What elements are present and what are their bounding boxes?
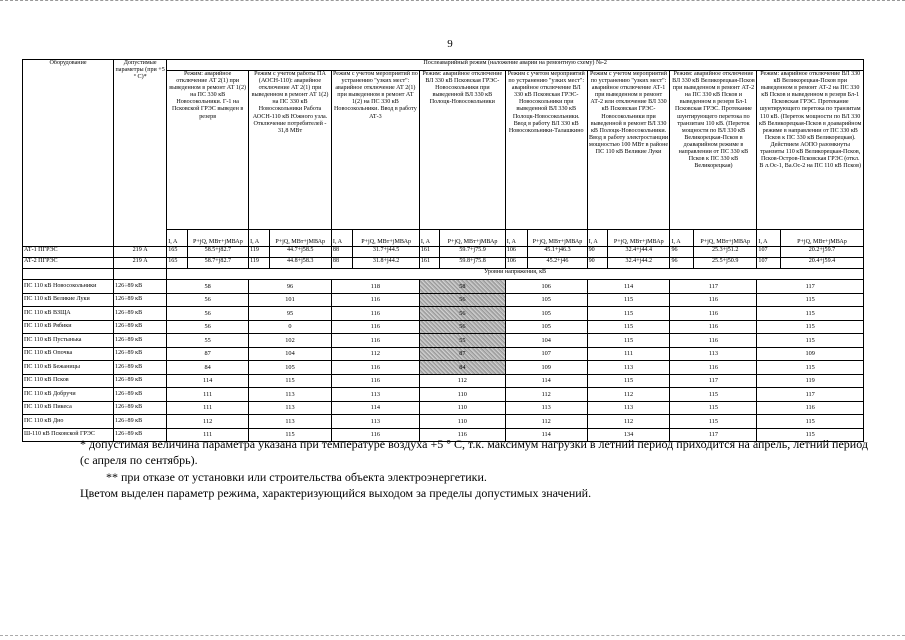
unit-power-3: P+jQ, МВт+jМВАр [353,230,419,247]
voltage-value: 115 [757,307,864,321]
station-allowed: 126÷89 кВ [114,280,167,294]
voltage-value: 84 [419,361,505,375]
power-value: 44.8+j58.3 [269,258,331,269]
voltage-value: 112 [587,415,670,429]
unit-current-2: I, A [249,230,269,247]
unit-current-1: I, A [167,230,187,247]
station-name: ПС 110 кВ Рябики [23,320,114,334]
voltage-value: 107 [505,347,587,361]
voltage-value: 115 [757,320,864,334]
voltage-value: 104 [249,347,332,361]
voltage-value: 113 [331,388,419,402]
unit-current-4: I, A [419,230,439,247]
unit-power-6: P+jQ, МВт+jМВАр [608,230,670,247]
voltage-value: 115 [587,334,670,348]
transformer-name: АТ-1 ПГРЭС [23,247,114,258]
voltage-value: 113 [331,415,419,429]
current-value: 106 [505,258,528,269]
power-value: 59.8+j75.8 [440,258,505,269]
transformer-row [23,247,864,258]
voltage-value: 55 [167,334,249,348]
station-row [23,307,864,321]
voltage-value: 87 [419,347,505,361]
station-name: ПС 110 кВ Новосокольники [23,280,114,294]
voltage-value: 116 [670,320,757,334]
voltage-value: 115 [587,374,670,388]
station-name: ПС 110 кВ Пикеса [23,401,114,415]
unit-power-7: P+jQ, МВт+jМВАр [694,230,757,247]
mode-description-8: Режим: аварийное отключение ВЛ 330 кВ Великорецкая-Псков при выведенном в ремонт АТ-2 на ПС 330 кВ Псков и выведенном в резерв Бл-1 Псковская ГРЭС. Протекание шунтирующего перетока по транзитам 110 кВ. (Переток мощности по ВЛ 330 кВ Великорецкая-Псков в доаварийном режиме в направлении от ПС 330 кВ Псков к ПС 330 кВ Великорецкая). Действием АОПО разомкнуты транзиты 110 кВ Великорецкая-Псков, Псков-Остров-Псковская ГРЭС (откл. В л.Ос-1, Ва.Ос-2 на ПС 110 кВ Псков) [757,71,864,230]
unit-current-8: I, A [757,230,781,247]
transformer-row [23,258,864,269]
voltage-value: 96 [249,280,332,294]
voltage-value: 105 [249,361,332,375]
voltage-value: 115 [670,388,757,402]
power-value: 31.7+j44.5 [353,247,419,258]
station-allowed: 126÷89 кВ [114,293,167,307]
station-allowed: 126÷89 кВ [114,388,167,402]
voltage-value: 114 [587,280,670,294]
station-name: ПС 110 кВ Пустынька [23,334,114,348]
voltage-value: 56 [167,293,249,307]
current-value: 88 [331,247,352,258]
unit-power-1: P+jQ, МВт+jМВАр [187,230,248,247]
mode-description-3: Режим с учетом мероприятий по устранению "узких мест": аварийное отключение АТ 2(1) при выведенном в ремонт АТ 1(2) на ПС 330 кВ Новосокольники. Ввод в работу АТ-3 [331,71,419,230]
station-name: ПС 110 кВ Добручи [23,388,114,402]
mode-description-6: Режим с учетом мероприятий по устранению "узких мест": аварийное отключение АТ-1 при выведенном в ремонт АТ-2 или отключение ВЛ 330 кВ Псковская ГРЭС-Новосокольники при выведенной в ремонт ВЛ 330 кВ Полоцк-Новосокольники. Ввод в работу электростанции мощностью 100 МВт в районе ПС 110 кВ Великие Луки [587,71,670,230]
station-row [23,347,864,361]
station-row [23,334,864,348]
voltage-value: 112 [419,374,505,388]
station-allowed: 126÷89 кВ [114,347,167,361]
voltage-value: 116 [331,361,419,375]
voltage-value: 119 [757,374,864,388]
power-value: 58.7+j82.7 [187,258,248,269]
voltage-value: 116 [331,320,419,334]
power-value: 59.7+j75.9 [440,247,505,258]
power-value: 45.2+j46 [528,258,587,269]
voltage-value: 111 [167,428,249,442]
station-name: ПС 110 кВ ВЗЩА [23,307,114,321]
voltage-value: 117 [670,428,757,442]
voltage-value: 115 [757,334,864,348]
station-allowed: 126÷89 кВ [114,374,167,388]
voltage-value: 115 [249,374,332,388]
unit-current-7: I, A [670,230,694,247]
power-value: 32.4+j44.4 [608,247,670,258]
power-value: 44.7+j58.5 [269,247,331,258]
unit-current-5: I, A [505,230,528,247]
top-scan-edge [0,0,905,2]
voltage-value: 111 [587,347,670,361]
station-allowed: 126÷89 кВ [114,361,167,375]
voltage-value: 115 [587,293,670,307]
footnote-highlight: Цветом выделен параметр режима, характеризующийся выходом за пределы допустимых значений. [80,485,592,500]
current-value: 161 [419,258,439,269]
voltage-value: 58 [167,280,249,294]
station-name: ПС 110 кВ Псков [23,374,114,388]
mode-description-1: Режим: аварийное отключение АТ 2(1) при выведенном в ремонт АТ 1(2) на ПС 330 кВ Новосокольники. Г-1 на Псковской ГРЭС выведен в резерв [167,71,249,230]
header-equipment: Оборудование [23,60,114,247]
station-row [23,415,864,429]
voltage-value: 117 [757,280,864,294]
footnotes [80,436,870,501]
header-row-1 [23,60,864,71]
unit-current-6: I, A [587,230,607,247]
current-value: 119 [249,258,269,269]
voltage-value: 111 [167,401,249,415]
voltage-value: 114 [331,401,419,415]
voltage-value: 117 [670,280,757,294]
voltage-value: 116 [670,334,757,348]
station-row [23,374,864,388]
station-row [23,401,864,415]
transformer-name: АТ-2 ПГРЭС [23,258,114,269]
voltage-value: 115 [587,320,670,334]
current-value: 107 [757,258,781,269]
voltage-value: 106 [505,280,587,294]
footnote-refusal: ** при отказе от установки или строительства объекта электроэнергетики. [106,469,487,484]
station-allowed: 126÷89 кВ [114,415,167,429]
voltage-value: 115 [757,293,864,307]
current-value: 161 [419,247,439,258]
voltage-value: 113 [249,388,332,402]
voltage-value: 102 [249,334,332,348]
station-allowed: 126÷89 кВ [114,401,167,415]
current-value: 90 [587,258,607,269]
voltage-value: 116 [331,374,419,388]
voltage-value: 56 [167,320,249,334]
transformer-allowed: 219 А [114,258,167,269]
header-allowed: Допустимые параметры (при +5 ° С)* [114,60,167,247]
voltage-value: 112 [331,347,419,361]
voltage-value: 115 [670,415,757,429]
voltage-value: 116 [331,334,419,348]
voltage-value: 115 [757,361,864,375]
voltage-value: 84 [167,361,249,375]
voltage-value: 115 [670,401,757,415]
station-row [23,361,864,375]
voltage-value: 113 [249,401,332,415]
voltage-value: 55 [419,334,505,348]
voltage-title: Уровни напряжения, кВ [167,269,864,280]
voltage-value: 113 [670,347,757,361]
voltage-value: 116 [670,293,757,307]
current-value: 88 [331,258,352,269]
voltage-value: 116 [670,361,757,375]
voltage-value: 116 [331,428,419,442]
voltage-value: 115 [757,428,864,442]
power-value: 20.2+j59.7 [780,247,863,258]
voltage-value: 117 [757,388,864,402]
power-value: 25.3+j51.2 [694,247,757,258]
voltage-value: 117 [670,374,757,388]
voltage-value: 114 [505,374,587,388]
current-value: 165 [167,258,187,269]
header-postfault: Послеаварийный режим (наложение аварии на ремонтную схему) №-2 [167,60,864,71]
voltage-value: 113 [249,415,332,429]
power-value: 20.4+j59.4 [780,258,863,269]
station-row [23,388,864,402]
voltage-value: 113 [505,401,587,415]
voltage-value: 116 [757,401,864,415]
voltage-value: 95 [249,307,332,321]
voltage-value: 114 [505,428,587,442]
station-row [23,293,864,307]
station-name: ПС 110 кВ Бежаницы [23,361,114,375]
voltage-value: 104 [505,334,587,348]
current-value: 90 [587,247,607,258]
voltage-value: 112 [587,388,670,402]
voltage-value: 56 [419,307,505,321]
voltage-value: 115 [249,428,332,442]
voltage-value: 101 [249,293,332,307]
voltage-value: 118 [331,280,419,294]
power-value: 45.1+j46.3 [528,247,587,258]
station-row [23,320,864,334]
station-name: ПС 110 кВ Дно [23,415,114,429]
unit-power-2: P+jQ, МВт+jМВАр [269,230,331,247]
station-allowed: 126÷89 кВ [114,428,167,442]
voltage-value: 112 [167,415,249,429]
bottom-scan-edge [0,635,905,637]
voltage-value: 58 [419,280,505,294]
voltage-value: 110 [419,415,505,429]
voltage-value: 56 [167,307,249,321]
voltage-value: 111 [167,388,249,402]
voltage-value: 113 [587,361,670,375]
voltage-value: 115 [587,307,670,321]
station-row [23,280,864,294]
voltage-value: 110 [419,401,505,415]
mode-description-7: Режим: аварийное отключение ВЛ 330 кВ Великорецкая-Псков при выведенном в ремонт АТ-2 на ПС 330 кВ Псков и выведенном в резерв Бл-1 Псковская ГРЭС. Протекание шунтирующего перетока по транзитам 110 кВ. (Переток мощности по ВЛ 330 кВ Великорецкая-Псков в доаварийном режиме в направлении от ПС 330 кВ Псков к ПС 330 кВ Великорецкая) [670,71,757,230]
voltage-value: 112 [505,415,587,429]
voltage-value: 116 [670,307,757,321]
current-value: 106 [505,247,528,258]
mode-description-5: Режим с учетом мероприятий по устранению "узких мест": аварийное отключение ВЛ 330 кВ Псковская ГРЭС-Новосокольники при выведенной ВЛ 330 кВ Полоцк-Новосокольники. Ввод в работу ВЛ 330 кВ Новосокольники-Талашкино [505,71,587,230]
voltage-value: 105 [505,307,587,321]
voltage-value: 112 [505,388,587,402]
postfault-mode-table [22,59,864,442]
station-allowed: 126÷89 кВ [114,320,167,334]
voltage-value: 115 [757,415,864,429]
power-value: 31.8+j44.2 [353,258,419,269]
voltage-value: 116 [331,307,419,321]
current-value: 96 [670,247,694,258]
voltage-value: 0 [249,320,332,334]
power-value: 58.5+j82.7 [187,247,248,258]
voltage-value: 105 [505,293,587,307]
voltage-value: 109 [757,347,864,361]
power-value: 32.4+j44.2 [608,258,670,269]
voltage-title-row [23,269,864,280]
voltage-value: 56 [419,293,505,307]
voltage-value: 114 [167,374,249,388]
station-name: ПС 110 кВ Опочка [23,347,114,361]
voltage-value: 113 [587,401,670,415]
power-value: 25.5+j50.9 [694,258,757,269]
station-name: ПС 110 кВ Великие Луки [23,293,114,307]
mode-description-2: Режим с учетом работы ПА (АОСН-110): аварийное отключение АТ 2(1) при выведенном в ремонт АТ 1(2) на ПС 330 кВ Новосокольники Работа АОСН-110 кВ Южного узла. Отключение потребителей - 31,8 МВт [249,71,332,230]
voltage-value: 110 [419,388,505,402]
voltage-value: 87 [167,347,249,361]
voltage-value: 56 [419,320,505,334]
voltage-value: 134 [587,428,670,442]
voltage-value: 116 [331,293,419,307]
voltage-value: 116 [419,428,505,442]
mode-description-4: Режим: аварийное отключение ВЛ 330 кВ Псковская ГРЭС-Новосокольники при выведенной ВЛ 330 кВ Полоцк-Новосокольники [419,71,505,230]
page-number: 9 [447,38,453,50]
current-value: 165 [167,247,187,258]
unit-power-5: P+jQ, МВт+jМВАр [528,230,587,247]
voltage-value: 109 [505,361,587,375]
station-allowed: 126÷89 кВ [114,307,167,321]
station-allowed: 126÷89 кВ [114,334,167,348]
transformer-allowed: 219 А [114,247,167,258]
empty-cell [23,269,114,280]
empty-cell [114,269,167,280]
current-value: 119 [249,247,269,258]
footnote-temperature: * допустимая величина параметра указана при температуре воздуха +5 ° С, т.к. максимум нагрузки в летний период приходится на апрель, летний период (с апреля по сентябрь). [80,437,868,468]
unit-power-8: P+jQ, МВт+jМВАр [780,230,863,247]
unit-power-4: P+jQ, МВт+jМВАр [440,230,505,247]
unit-current-3: I, A [331,230,352,247]
voltage-value: 105 [505,320,587,334]
current-value: 107 [757,247,781,258]
current-value: 96 [670,258,694,269]
station-name: Ш-110 кВ Псковской ГРЭС [23,428,114,442]
